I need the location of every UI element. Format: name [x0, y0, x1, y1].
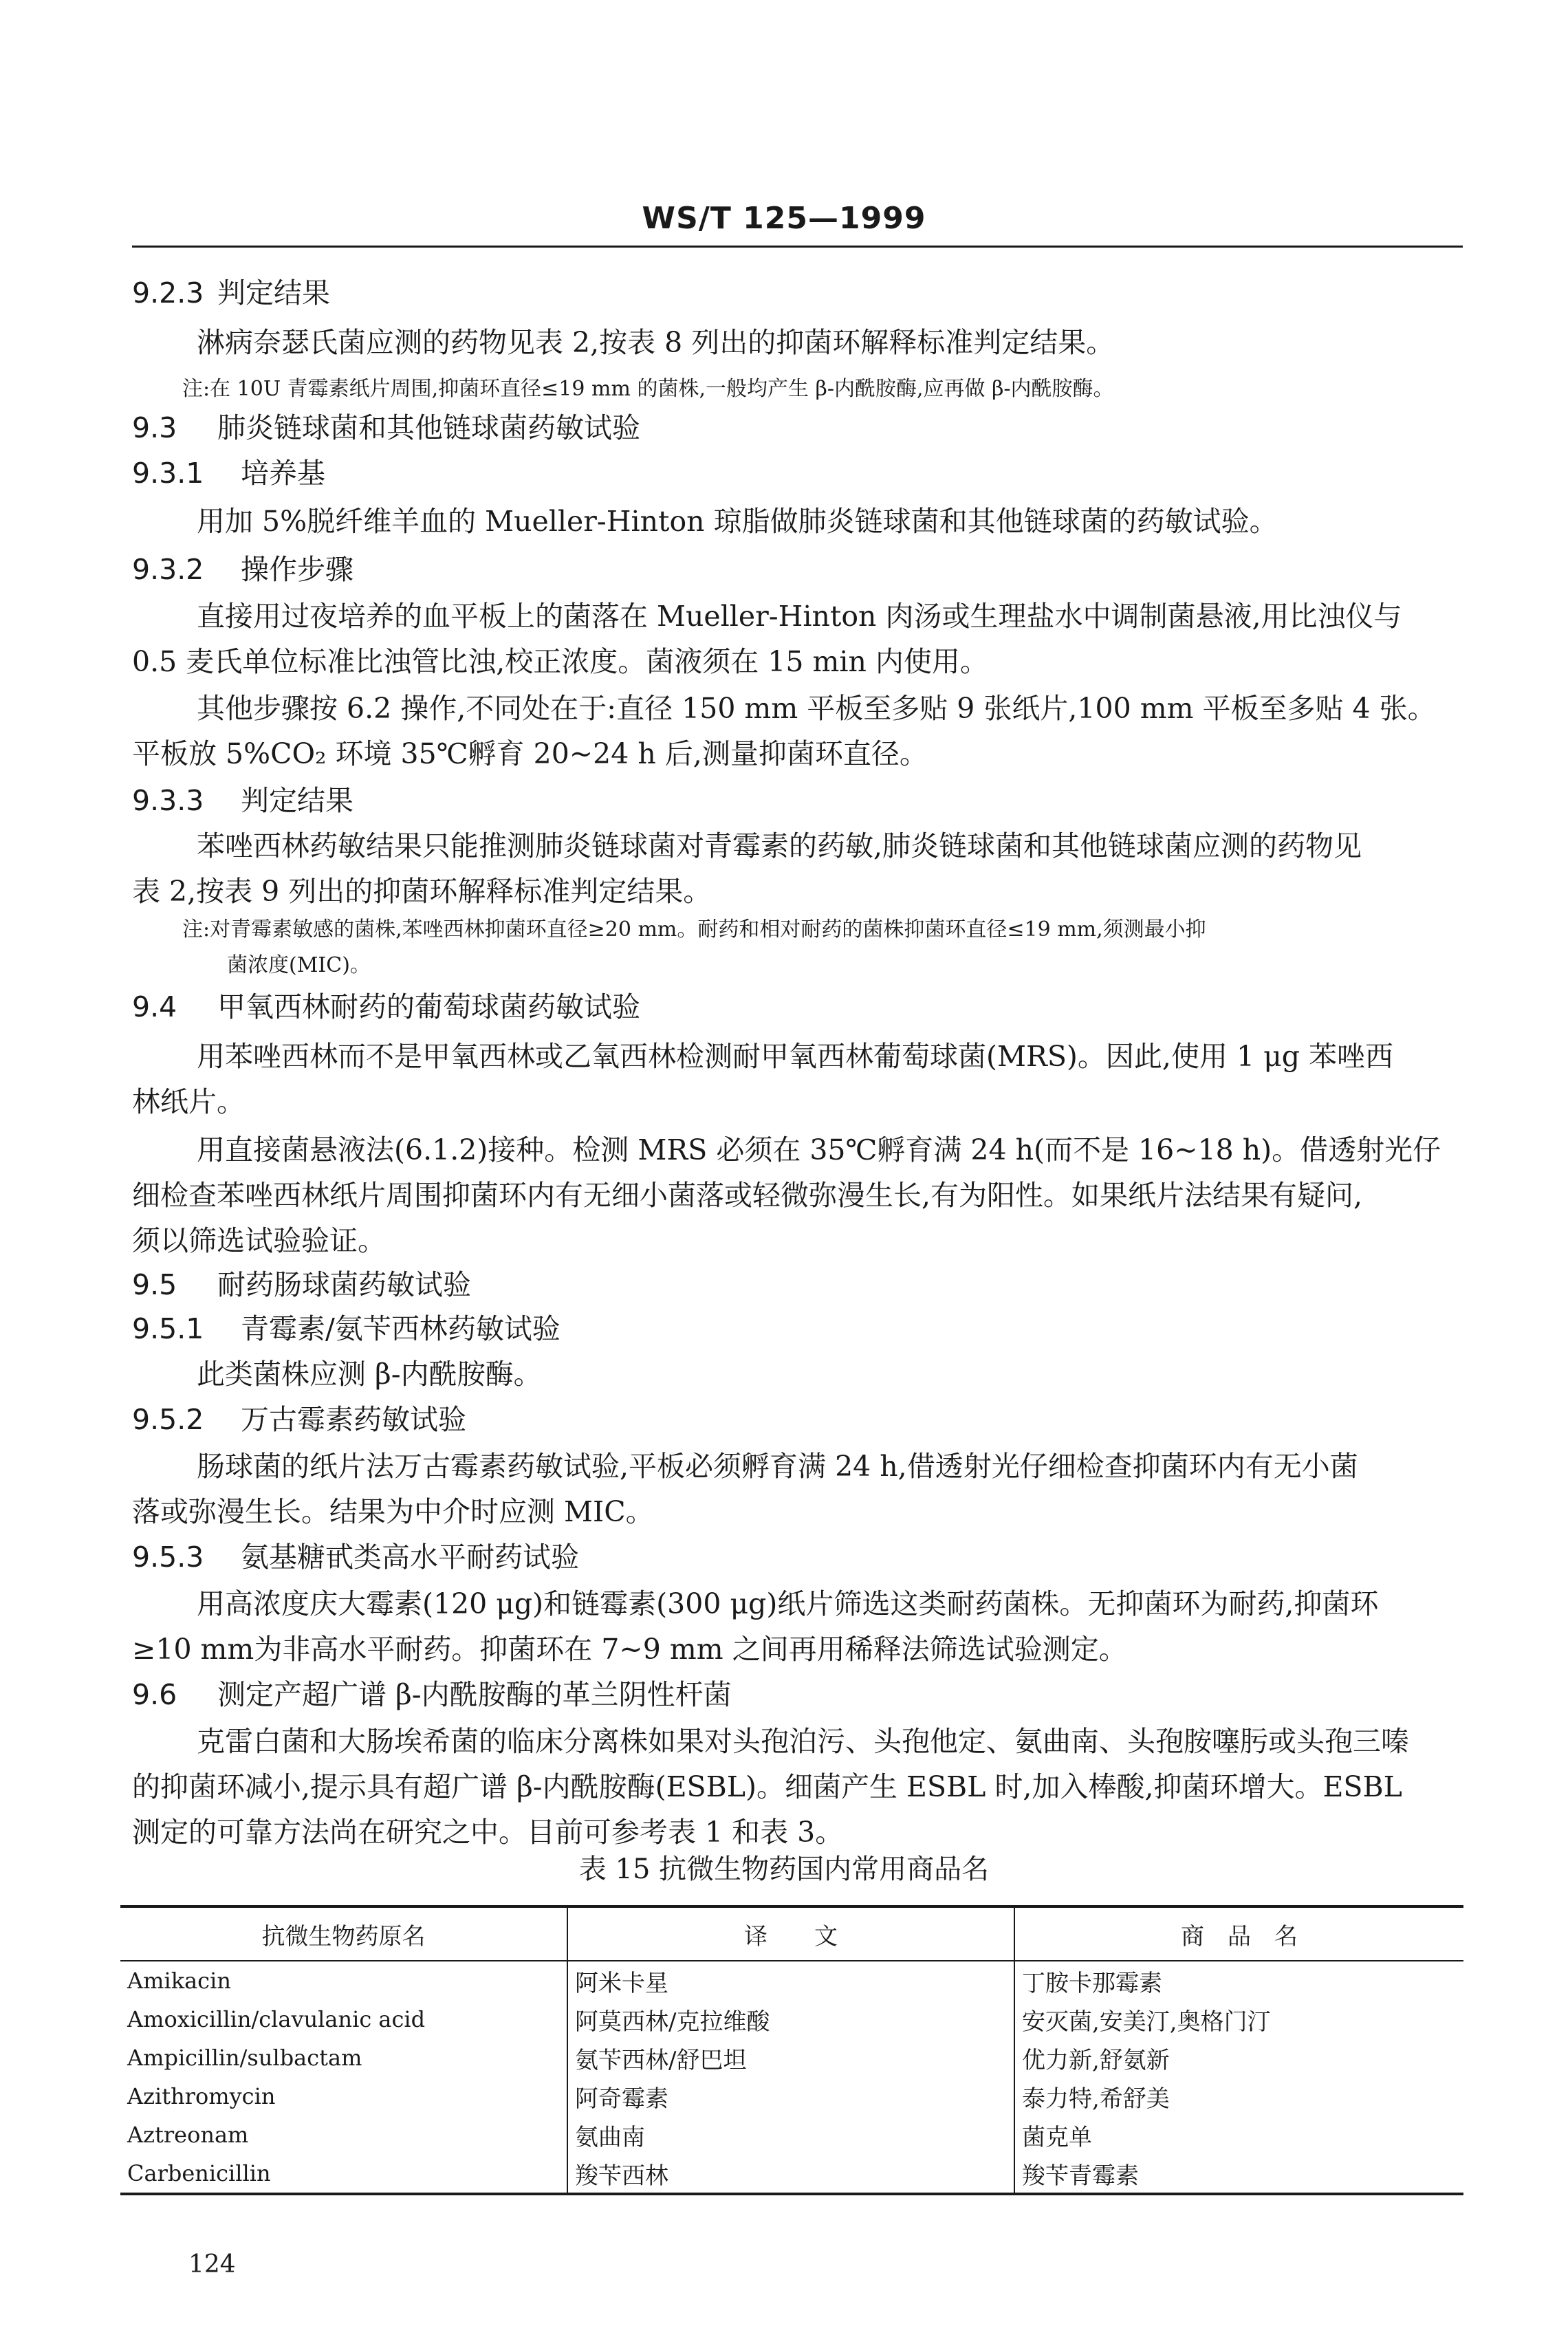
section-heading	[132, 274, 330, 312]
note-continuation: 菌浓度(MIC)。	[227, 953, 371, 977]
trade-name-cell: 丁胺卡那霉素	[1014, 1961, 1463, 2000]
table-row	[120, 2154, 1463, 2194]
paragraph-continuation: 表 2,按表 9 列出的抑菌环解释标准判定结果。	[132, 875, 712, 908]
paragraph-continuation: 落或弥漫生长。结果为中介时应测 MIC。	[132, 1495, 654, 1528]
section-heading	[132, 988, 640, 1026]
section-number: 9.5.1	[132, 1312, 204, 1345]
original-name-cell: Ampicillin/sulbactam	[127, 2045, 362, 2071]
section-number: 9.3.1	[132, 457, 204, 490]
trade-name-cell: 泰力特,希舒美	[1014, 2077, 1463, 2116]
table-caption: 表 15 抗微生物药国内常用商品名	[578, 1854, 990, 1885]
paragraph: 直接用过夜培养的血平板上的菌落在 Mueller-Hinton 肉汤或生理盐水中调制菌悬液,用比浊仪与	[197, 600, 1402, 633]
paragraph: 其他步骤按 6.2 操作,不同处在于:直径 150 mm 平板至多贴 9 张纸片,100 mm 平板至多贴 4 张。	[197, 692, 1436, 725]
translation-cell: 阿奇霉素	[567, 2077, 1014, 2116]
trade-name-cell: 优力新,舒氨新	[1014, 2039, 1463, 2077]
paragraph: 用高浓度庆大霉素(120 μg)和链霉素(300 μg)纸片筛选这类耐药菌株。无抑菌环为耐药,抑菌环	[197, 1587, 1379, 1620]
original-name-cell: Aztreonam	[127, 2122, 249, 2148]
original-name-cell: Amoxicillin/clavulanic acid	[127, 2006, 426, 2032]
section-title: 甲氧西林耐药的葡萄球菌药敏试验	[217, 990, 640, 1023]
section-heading	[132, 1400, 466, 1439]
section-number: 9.6	[132, 1678, 177, 1711]
header-rule	[132, 246, 1463, 248]
table-header-row	[120, 1906, 1463, 1961]
translation-cell: 氨曲南	[567, 2116, 1014, 2154]
section-number: 9.3	[132, 411, 177, 444]
note: 注:对青霉素敏感的菌株,苯唑西林抑菌环直径≥20 mm。耐药和相对耐药的菌株抑菌环直径≤19 mm,须测最小抑	[182, 917, 1206, 942]
paragraph: 用苯唑西林而不是甲氧西林或乙氧西林检测耐甲氧西林葡萄球菌(MRS)。因此,使用 1 μg 苯唑西	[197, 1040, 1394, 1073]
paragraph: 淋病奈瑟氏菌应测的药物见表 2,按表 8 列出的抑菌环解释标准判定结果。	[197, 326, 1115, 359]
paragraph-continuation: 0.5 麦氏单位标准比浊管比浊,校正浓度。菌液须在 15 min 内使用。	[132, 645, 988, 678]
section-heading	[132, 1675, 732, 1714]
paragraph: 此类菌株应测 β-内酰胺酶。	[197, 1358, 542, 1391]
page-number: 124	[188, 2250, 236, 2279]
paragraph: 用加 5%脱纤维羊血的 Mueller-Hinton 琼脂做肺炎链球菌和其他链球菌的药敏试验。	[197, 505, 1278, 538]
section-heading	[132, 1309, 560, 1348]
paragraph-continuation: 林纸片。	[132, 1085, 245, 1118]
drug-name-table	[120, 1905, 1463, 2195]
paragraph-continuation: 平板放 5%CO₂ 环境 35℃孵育 20~24 h 后,测量抑菌环直径。	[132, 737, 928, 770]
paragraph-continuation: 细检查苯唑西林纸片周围抑菌环内有无细小菌落或轻微弥漫生长,有为阳性。如果纸片法结果有疑问,	[132, 1179, 1363, 1212]
translation-cell: 阿莫西林/克拉维酸	[567, 2000, 1014, 2039]
table-row	[120, 2039, 1463, 2077]
original-name-cell: Carbenicillin	[127, 2160, 271, 2186]
table-row	[120, 2000, 1463, 2039]
document-header: WS/T 125—1999	[642, 201, 926, 236]
section-title: 操作步骤	[241, 553, 353, 586]
column-header: 商 品 名	[1014, 1906, 1463, 1961]
section-title: 判定结果	[217, 276, 330, 309]
translation-cell: 羧苄西林	[567, 2154, 1014, 2194]
section-number: 9.5.3	[132, 1541, 204, 1574]
table-row	[120, 2077, 1463, 2116]
original-name-cell: Azithromycin	[127, 2083, 276, 2109]
section-title: 氨基糖甙类高水平耐药试验	[241, 1541, 579, 1574]
translation-cell: 阿米卡星	[567, 1961, 1014, 2000]
section-number: 9.5.2	[132, 1403, 204, 1436]
original-name-cell: Amikacin	[127, 1968, 231, 1994]
section-heading	[132, 454, 325, 492]
section-heading	[132, 409, 640, 447]
paragraph: 克雷白菌和大肠埃希菌的临床分离株如果对头孢泊污、头孢他定、氨曲南、头孢胺噻肟或头孢三嗪	[197, 1725, 1409, 1758]
column-header: 译 文	[567, 1906, 1014, 1961]
section-heading	[132, 550, 353, 589]
table-row	[120, 2116, 1463, 2154]
section-number: 9.2.3	[132, 276, 204, 309]
section-number: 9.4	[132, 990, 177, 1023]
paragraph-continuation: ≥10 mm为非高水平耐药。抑菌环在 7~9 mm 之间再用稀释法筛选试验测定。	[132, 1633, 1127, 1666]
section-heading	[132, 1265, 471, 1304]
trade-name-cell: 菌克单	[1014, 2116, 1463, 2154]
section-number: 9.3.3	[132, 784, 204, 817]
section-heading	[132, 1538, 579, 1576]
section-title: 耐药肠球菌药敏试验	[217, 1268, 471, 1301]
trade-name-cell: 安灭菌,安美汀,奥格门汀	[1014, 2000, 1463, 2039]
section-title: 培养基	[241, 457, 325, 490]
note: 注:在 10U 青霉素纸片周围,抑菌环直径≤19 mm 的菌株,一般均产生 β-内酰胺酶,应再做 β-内酰胺酶。	[182, 377, 1114, 401]
translation-cell: 氨苄西林/舒巴坦	[567, 2039, 1014, 2077]
table-row	[120, 1961, 1463, 2000]
trade-name-cell: 羧苄青霉素	[1014, 2154, 1463, 2194]
section-title: 青霉素/氨苄西林药敏试验	[241, 1312, 560, 1345]
paragraph: 用直接菌悬液法(6.1.2)接种。检测 MRS 必须在 35℃孵育满 24 h(而不是 16~18 h)。借透射光仔	[197, 1133, 1441, 1166]
section-title: 测定产超广谱 β-内酰胺酶的革兰阴性杆菌	[217, 1678, 732, 1711]
paragraph: 肠球菌的纸片法万古霉素药敏试验,平板必须孵育满 24 h,借透射光仔细检查抑菌环内有无小菌	[197, 1450, 1358, 1483]
paragraph-continuation: 测定的可靠方法尚在研究之中。目前可参考表 1 和表 3。	[132, 1816, 844, 1849]
paragraph-continuation: 的抑菌环减小,提示具有超广谱 β-内酰胺酶(ESBL)。细菌产生 ESBL 时,加入棒酸,抑菌环增大。ESBL	[132, 1770, 1402, 1803]
section-title: 肺炎链球菌和其他链球菌药敏试验	[217, 411, 640, 444]
section-title: 万古霉素药敏试验	[241, 1403, 466, 1436]
section-number: 9.3.2	[132, 553, 204, 586]
section-number: 9.5	[132, 1268, 177, 1301]
column-header: 抗微生物药原名	[120, 1906, 567, 1961]
section-title: 判定结果	[241, 784, 353, 817]
paragraph-continuation: 须以筛选试验验证。	[132, 1224, 386, 1257]
section-heading	[132, 781, 353, 820]
paragraph: 苯唑西林药敏结果只能推测肺炎链球菌对青霉素的药敏,肺炎链球菌和其他链球菌应测的药物见	[197, 829, 1362, 862]
